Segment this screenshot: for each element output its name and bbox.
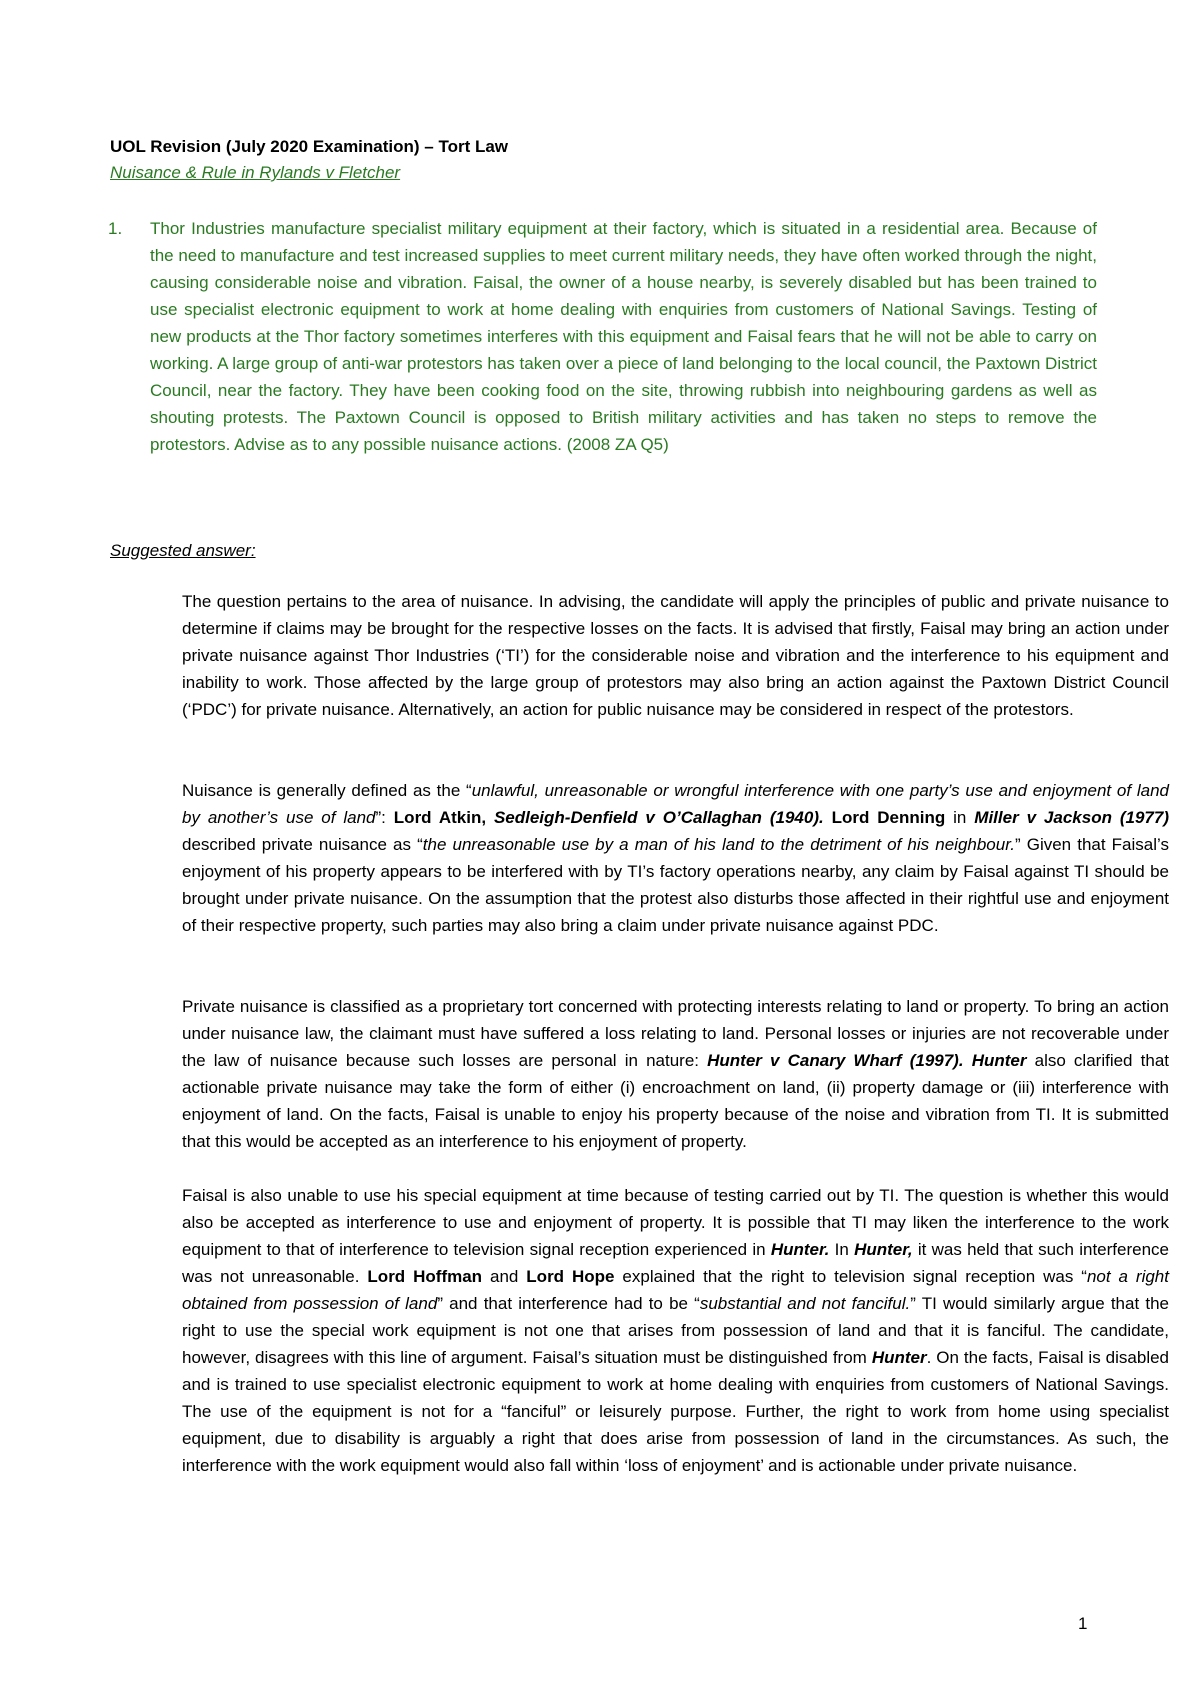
answer-paragraph-2 xyxy=(110,777,1169,939)
text-run: and xyxy=(482,1267,527,1286)
judge-name: Lord Hope xyxy=(526,1267,615,1286)
text-run: ” Given that Faisal’s enjoyment of his property appears to be interfered with by TI’s factory operations nearby, any claim by Faisal against TI should be brought under private nuisance. On the assumption that the protest also disturbs those affected in their rightful use and enjoyment of their respective property, such parties may also bring a claim under private nuisance against PDC. xyxy=(182,835,1169,935)
quote-definition: substantial and not fanciful. xyxy=(699,1294,911,1313)
case-name: Hunter v Canary Wharf (1997). Hunter xyxy=(707,1051,1027,1070)
exam-question xyxy=(108,215,1097,458)
judge-name: Lord Denning xyxy=(831,808,946,827)
document-title: UOL Revision (July 2020 Examination) – Tort Law xyxy=(110,137,509,156)
judge-name: Lord Atkin, xyxy=(393,808,494,827)
quote-definition: not a right obtained from possession of land xyxy=(182,1267,1169,1313)
text-run: ” TI would similarly argue that the right to use the special work equipment is not one that arises from possession of land and that it is fanciful. The candidate, however, disagrees with this line of argument. Faisal’s situation must be distinguished from xyxy=(182,1294,1169,1367)
case-name: Miller v Jackson (1977) xyxy=(974,808,1169,827)
text-run: Faisal is also unable to use his special equipment at time because of testing carried out by TI. The question is whether this would also be accepted as interference to use and enjoyment of property. It is possible that TI may liken the interference to the work equipment to that of interference to television signal reception experienced in xyxy=(182,1186,1169,1259)
page-number: 1 xyxy=(1078,1614,1088,1633)
text-run: explained that the right to television signal reception was “ xyxy=(614,1267,1087,1286)
text-run: Nuisance is generally defined as the “ xyxy=(182,781,472,800)
case-name: Sedleigh-Denfield v O’Callaghan (1940). xyxy=(493,808,824,827)
text-run: ” and that interference had to be “ xyxy=(437,1294,700,1313)
case-name: Hunter xyxy=(871,1348,927,1367)
text-run xyxy=(824,808,832,827)
document-subtitle: Nuisance & Rule in Rylands v Fletcher xyxy=(110,163,401,182)
quote-definition: the unreasonable use by a man of his land to the detriment of his neighbour. xyxy=(422,835,1015,854)
suggested-answer-heading: Suggested answer: xyxy=(110,541,256,560)
case-name: Hunter. xyxy=(770,1240,830,1259)
answer-paragraph-1: The question pertains to the area of nuisance. In advising, the candidate will apply the principles of public and private nuisance to determine if claims may be brought for the respective losses on the facts. It is advised that firstly, Faisal may bring an action under private nuisance against Thor Industries (‘TI’) for the considerable noise and vibration and the interference to his equipment and inability to work. Those affected by the large group of protestors may also bring an action against the Paxtown District Council (‘PDC’) for private nuisance. Alternatively, an action for public nuisance may be considered in respect of the protestors. xyxy=(182,592,1169,719)
text-run: also clarified that actionable private nuisance may take the form of either (i) encroachment on land, (ii) property damage or (iii) interference with enjoyment of land. On the facts, Faisal is unable to enjoy his property because of the noise and vibration from TI. It is submitted that this would be accepted as an interference to his enjoyment of property. xyxy=(182,1051,1170,1151)
text-run: ”: xyxy=(375,808,394,827)
question-number: 1. xyxy=(108,219,123,238)
text-run: described private nuisance as “ xyxy=(182,835,423,854)
text-run: it was held that such interference was not unreasonable. xyxy=(182,1240,1170,1286)
judge-name: Lord Hoffman xyxy=(367,1267,483,1286)
answer-paragraph-4 xyxy=(110,1182,1169,1479)
text-run: Private nuisance is classified as a proprietary tort concerned with protecting interests relating to land or property. To bring an action under nuisance law, the claimant must have suffered a loss relating to land. Personal losses or injuries are not recoverable under the law of nuisance because such losses are personal in nature: xyxy=(182,997,1169,1070)
case-name: Hunter, xyxy=(854,1240,913,1259)
answer-paragraph-3 xyxy=(110,993,1169,1155)
text-run: In xyxy=(829,1240,855,1259)
text-run: in xyxy=(945,808,975,827)
question-text: Thor Industries manufacture specialist military equipment at their factory, which is situated in a residential area. Because of the need to manufacture and test increased supplies to meet current military needs, they have often worked through the night, causing considerable noise and vibration. Faisal, the owner of a house nearby, is severely disabled but has been trained to use specialist electronic equipment to work at home dealing with enquiries from customers of National Savings. Testing of new products at the Thor factory sometimes interferes with this equipment and Faisal fears that he will not be able to carry on working. A large group of anti-war protestors has taken over a piece of land belonging to the local council, the Paxtown District Council, near the factory. They have been cooking food on the site, throwing rubbish into neighbouring gardens as well as shouting protests. The Paxtown Council is opposed to British military activities and has taken no steps to remove the protestors. Advise as to any possible nuisance actions. (2008 ZA Q5) xyxy=(150,219,1097,454)
quote-definition: unlawful, unreasonable or wrongful interference with one party’s use and enjoyment of land by another’s use of land xyxy=(182,781,1169,827)
text-run: . On the facts, Faisal is disabled and is trained to use specialist electronic equipment to work at home dealing with enquiries from customers of National Savings. The use of the equipment is not for a “fanciful” or leisurely purpose. Further, the right to work from home using specialist equipment, due to disability is arguably a right that does arise from possession of land in the circumstances. As such, the interference with the work equipment would also fall within ‘loss of enjoyment’ and is actionable under private nuisance. xyxy=(182,1348,1170,1475)
